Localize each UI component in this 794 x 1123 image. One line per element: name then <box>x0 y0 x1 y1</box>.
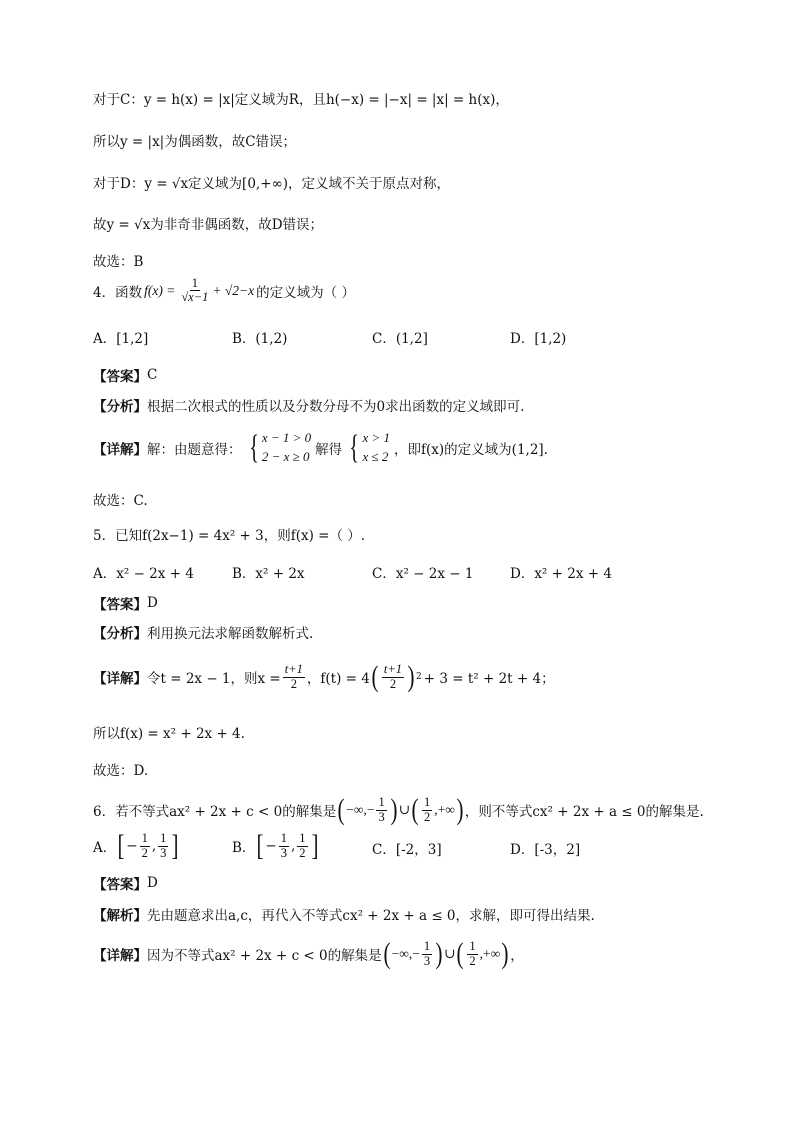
q5-selection: 故选：D. <box>93 763 149 779</box>
q5-option-c: C．x² − 2x − 1 <box>372 566 474 582</box>
q6-d-paren-1r: ) <box>435 937 443 970</box>
q6-opt-a-f1n: 1 <box>141 831 148 846</box>
q6-d-frac2-den: 2 <box>469 953 476 968</box>
q6-opt-a-bracket-l: [ <box>117 829 125 862</box>
q6-opt-b-f2n: 1 <box>299 831 306 846</box>
q6-union: ∪ <box>398 802 410 818</box>
q4-detail-prefix: 解：由题意得： <box>147 441 242 458</box>
q6-opt-a-bracket-r: ] <box>171 829 179 862</box>
q6-opt-a-f2n: 1 <box>160 831 167 846</box>
question6-stem <box>93 795 704 825</box>
q5-fraction-x <box>283 663 305 690</box>
q5-analysis <box>93 622 313 642</box>
q6-analysis-tag: 【解析】 <box>93 908 147 924</box>
q4-answer <box>93 365 157 385</box>
q5-frac-num: t+1 <box>284 662 303 677</box>
q4-answer-tag: 【答案】 <box>93 369 147 385</box>
q6-stem-b: ，则不等式cx² + 2x + a ≤ 0的解集是. <box>464 804 704 820</box>
q4-system-1 <box>246 429 312 467</box>
q6-option-d: D．[-3，2] <box>510 842 581 858</box>
q6-d-set-b: ,+∞ <box>479 946 501 961</box>
q5-detail-b: ，f(t) = 4 <box>306 671 370 687</box>
q5-frac-den: 2 <box>290 676 297 691</box>
q4-func: f(x) = <box>144 282 176 298</box>
q6-opt-b-frac1 <box>279 832 289 859</box>
q6-d-frac2 <box>467 940 477 967</box>
q4-analysis <box>93 395 524 415</box>
q4-brace-1: { <box>248 428 259 466</box>
q6-d-paren-1l: ( <box>383 937 391 970</box>
q5-answer-tag: 【答案】 <box>93 597 147 613</box>
q5-option-a: A．x² − 2x + 4 <box>93 566 194 582</box>
q6-set-frac1-den: 3 <box>378 809 385 824</box>
q6-answer-tag: 【答案】 <box>93 877 147 893</box>
q6-detail-end: ， <box>510 948 524 964</box>
q6-opt-b-bracket-r: ] <box>311 829 319 862</box>
q4-sys1-row2: 2 − x ≥ 0 <box>261 448 310 464</box>
q4-answer-value: C <box>147 367 158 383</box>
q5-detail <box>93 662 555 692</box>
q4-option-a: A．[1,2] <box>93 331 149 347</box>
q6-set-frac1 <box>376 796 386 823</box>
option-c-conclusion: 所以y = |x|为偶函数，故C错误； <box>93 134 297 150</box>
q6-stem-a: 6．若不等式ax² + 2x + c < 0的解集是 <box>93 804 337 820</box>
option-d-conclusion: 故y = √x为非奇非偶函数，故D错误； <box>93 217 324 233</box>
q6-paren-2l: ( <box>411 793 419 826</box>
q6-option-a-label: A． <box>93 840 117 856</box>
q5-frac2-num: t+1 <box>383 662 403 677</box>
q5-analysis-text: 利用换元法求解函数解析式. <box>147 626 314 642</box>
q6-option-c: C．[-2，3] <box>372 842 442 858</box>
q4-prefix: 4．函数 <box>93 284 143 301</box>
q6-d-set-a: −∞,− <box>391 946 420 961</box>
q6-paren-1r: ) <box>390 793 398 826</box>
q4-option-b: B．(1,2) <box>232 331 288 347</box>
q6-set-frac2 <box>422 796 432 823</box>
q5-answer-value: D <box>147 595 158 611</box>
q6-set-frac1-num: 1 <box>378 795 385 810</box>
q6-option-b-label: B． <box>232 840 256 856</box>
q4-frac-num: 1 <box>191 276 198 290</box>
q4-sys2-row1: x > 1 <box>362 430 391 445</box>
q4-selection: 故选：C. <box>93 493 148 509</box>
q4-analysis-text: 根据二次根式的性质以及分数分母不为0求出函数的定义域即可. <box>147 399 525 415</box>
q6-d-frac1 <box>422 940 432 967</box>
q4-detail-suffix: ，即f(x)的定义域为(1,2]. <box>394 441 548 458</box>
q4-brace-2: { <box>349 428 360 466</box>
q5-paren-right: ) <box>407 660 415 693</box>
q4-frac-den: √x−1 <box>181 290 209 305</box>
q6-opt-b-minus: − <box>265 838 277 854</box>
q6-analysis-text: 先由题意求出a,c，再代入不等式cx² + 2x + a ≤ 0，求解，即可得出结果. <box>147 908 595 924</box>
q6-detail-tag: 【详解】 <box>93 948 147 964</box>
q6-paren-2r: ) <box>456 793 464 826</box>
question5-stem: 5．已知f(2x−1) = 4x² + 3，则f(x) =（ ）. <box>93 528 366 544</box>
q4-detail-mid: 解得 <box>315 441 343 458</box>
question4-stem <box>93 277 355 304</box>
q6-opt-a-frac1 <box>140 832 150 859</box>
q6-option-a: A． [ − $\frac{1}{2}$ , $\frac{1}{3}$ ] <box>93 829 179 862</box>
q4-detail <box>93 429 548 467</box>
q6-set-frac2-num: 1 <box>424 795 431 810</box>
q6-opt-b-f2d: 2 <box>299 845 306 860</box>
q4-sys2-row2: x ≤ 2 <box>362 448 389 464</box>
q6-analysis <box>93 904 595 924</box>
q6-opt-a-minus: − <box>126 838 138 854</box>
q5-fraction-t <box>382 663 404 690</box>
q6-d-union: ∪ <box>444 946 456 962</box>
q5-detail-tag: 【详解】 <box>93 671 147 687</box>
q6-answer <box>93 873 158 893</box>
q6-d-frac1-den: 3 <box>423 953 431 968</box>
q5-square: 2 <box>416 672 422 682</box>
option-c-analysis: 对于C：y = h(x) = |x|定义域为R，且h(−x) = |−x| = |x| = h(x)， <box>93 92 509 108</box>
q6-d-frac1-num: 1 <box>423 939 431 954</box>
q5-analysis-tag: 【分析】 <box>93 626 147 642</box>
q6-paren-1l: ( <box>337 793 345 826</box>
q6-opt-b-bracket-l: [ <box>256 829 264 862</box>
q6-answer-value: D <box>147 875 158 891</box>
q6-d-frac2-num: 1 <box>469 939 476 954</box>
question3-selection: 故选：B <box>93 254 144 270</box>
q6-detail-text: 因为不等式ax² + 2x + c < 0的解集是 <box>147 948 382 964</box>
q4-option-c: C．(1,2] <box>372 331 428 347</box>
q6-d-paren-2l: ( <box>456 937 464 970</box>
q6-d-paren-2r: ) <box>501 937 509 970</box>
q4-analysis-tag: 【分析】 <box>93 399 147 415</box>
q6-set-b: ,+∞ <box>434 802 455 817</box>
q4-system-2 <box>346 429 390 467</box>
option-d-analysis: 对于D：y = √x定义域为[0,+∞)，定义域不关于原点对称， <box>93 176 451 192</box>
q6-opt-a-frac2 <box>158 832 168 859</box>
q6-opt-a-f2d: 3 <box>160 845 167 860</box>
q6-set-frac2-den: 2 <box>424 809 431 824</box>
q6-opt-b-f1d: 3 <box>280 845 287 860</box>
q5-paren-left: ( <box>371 660 379 693</box>
q6-opt-b-frac2 <box>297 832 307 859</box>
q4-detail-tag: 【详解】 <box>93 441 147 458</box>
q6-set-a: −∞,− <box>346 802 375 817</box>
q6-detail <box>93 939 524 969</box>
q5-option-d: D．x² + 2x + 4 <box>510 566 612 582</box>
q5-conclusion: 所以f(x) = x² + 2x + 4. <box>93 726 245 742</box>
q5-detail-c: + 3 = t² + 2t + 4； <box>423 671 555 687</box>
q6-opt-b-f1n: 1 <box>280 831 287 846</box>
q4-plus-root: + √2−x <box>212 282 255 298</box>
q6-opt-a-f1d: 2 <box>141 845 148 860</box>
q4-sys1-row1: x − 1 > 0 <box>261 430 312 445</box>
q5-frac2-den: 2 <box>389 676 397 691</box>
q4-option-d: D．[1,2) <box>510 331 567 347</box>
q5-answer <box>93 593 158 613</box>
q5-detail-a: 令t = 2x − 1，则x = <box>147 671 281 687</box>
q6-option-b: B． [ − $\frac{1}{3}$ , $\frac{1}{2}$ ] <box>232 829 319 862</box>
q4-fraction <box>179 277 210 304</box>
q5-option-b: B．x² + 2x <box>232 566 305 582</box>
q4-suffix: 的定义域为（ ） <box>256 284 355 301</box>
